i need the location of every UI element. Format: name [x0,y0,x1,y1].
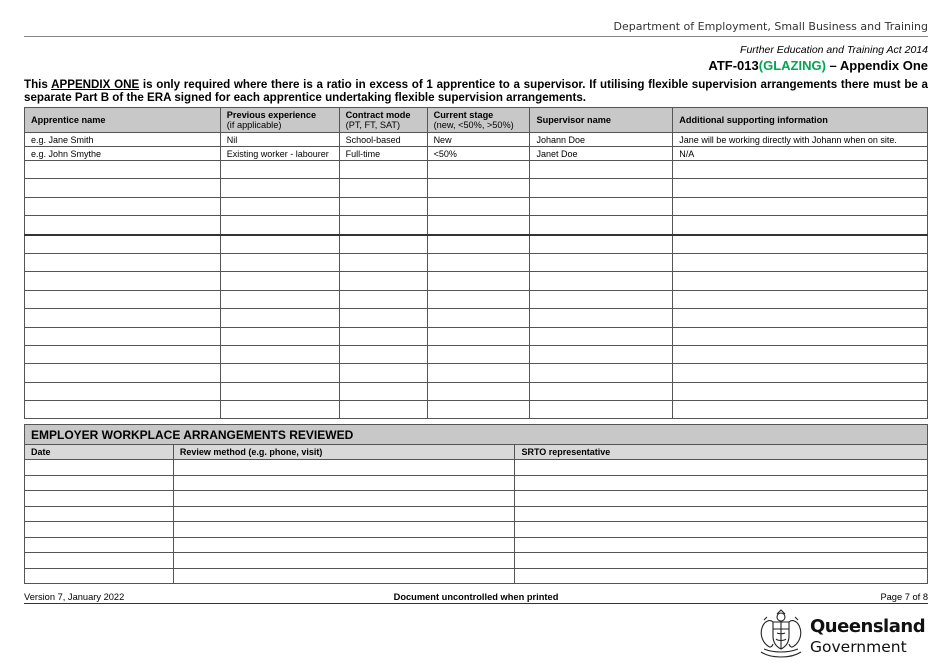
table-cell [339,382,427,400]
form-trade: (GLAZING) [758,58,826,73]
intro-paragraph [24,78,928,104]
table-row [25,235,928,254]
table-cell [530,327,673,345]
table-row [25,161,928,179]
version-label: Version 7, January 2022 [24,592,125,602]
table-cell [515,537,928,553]
table-cell [25,327,221,345]
review-section-title: EMPLOYER WORKPLACE ARRANGEMENTS REVIEWED [25,425,928,445]
table-cell [427,179,530,197]
table-cell [673,345,928,363]
table-row [25,216,928,235]
table-cell [339,161,427,179]
table-row [25,522,928,538]
table-cell [25,290,221,308]
table-cell [530,235,673,254]
table-cell [515,491,928,507]
form-code: ATF-013 [708,58,759,73]
table-cell [25,506,174,522]
table-cell [220,290,339,308]
review-table [24,424,928,584]
table-cell [220,364,339,382]
table-cell [530,216,673,235]
table-cell: New [427,133,530,147]
table-cell [25,491,174,507]
table-cell [173,522,515,538]
table-cell [530,345,673,363]
table-cell [25,568,174,584]
table-cell: e.g. Jane Smith [25,133,221,147]
table-cell: Janet Doe [530,147,673,161]
logo-government: Government [810,638,907,656]
table-cell [427,290,530,308]
table-cell [515,475,928,491]
table-cell [673,235,928,254]
table-cell: <50% [427,147,530,161]
table-cell [673,382,928,400]
table-row [25,537,928,553]
table-cell: School-based [339,133,427,147]
table-cell [25,216,221,235]
table-cell [220,179,339,197]
table-cell [25,537,174,553]
table-cell [427,364,530,382]
header-srto-representative: SRTO representative [515,445,928,460]
table-cell [25,364,221,382]
table-row [25,309,928,327]
table-cell [173,506,515,522]
table-row [25,568,928,584]
page-number: Page 7 of 8 [880,592,928,602]
table-cell: e.g. John Smythe [25,147,221,161]
footer-divider [24,603,928,604]
table-row [25,491,928,507]
table-cell [220,197,339,215]
header-review-method: Review method (e.g. phone, visit) [173,445,515,460]
logo-queensland: Queensland [810,616,926,637]
table-cell: Johann Doe [530,133,673,147]
table-cell [339,197,427,215]
header-previous-experience: Previous experience (if applicable) [220,108,339,133]
table-cell [25,235,221,254]
table-cell [339,272,427,290]
table-cell [530,161,673,179]
table-cell [220,382,339,400]
table-cell [220,345,339,363]
table-cell [25,553,174,569]
table-cell [173,537,515,553]
intro-appendix-label: APPENDIX ONE [51,78,140,91]
table-cell [25,272,221,290]
table-cell [220,235,339,254]
table-cell [673,253,928,271]
intro-text-rest: is only required where there is a ratio in excess of 1 apprentice to a supervisor. If utilising flexible supervision arrangements there must be a separate Part B of the ERA signed for each apprentice undertaking flexible supervision arrangements. [24,78,929,104]
table-cell [427,345,530,363]
table-cell [25,382,221,400]
table-cell [220,216,339,235]
apprentice-table [24,107,928,419]
table-cell [530,179,673,197]
table-row [25,327,928,345]
table-cell [515,460,928,476]
table-cell: Nil [220,133,339,147]
table-cell [427,216,530,235]
uncontrolled-notice: Document uncontrolled when printed [393,592,559,602]
table-row [25,290,928,308]
table-row [25,147,928,161]
table-cell [25,161,221,179]
form-reference [708,58,928,73]
table-row [25,179,928,197]
header-current-stage: Current stage (new, <50%, >50%) [427,108,530,133]
table-cell [427,309,530,327]
table-cell [339,309,427,327]
table-cell [339,401,427,419]
table-cell [515,522,928,538]
table-cell [673,309,928,327]
table-row [25,364,928,382]
table-cell [173,475,515,491]
table-cell [427,253,530,271]
table-row [25,506,928,522]
table-cell [673,327,928,345]
table-cell [220,327,339,345]
table-cell: N/A [673,147,928,161]
table-cell [339,290,427,308]
table-row [25,460,928,476]
table-row [25,133,928,147]
table-cell [673,364,928,382]
table-cell [173,553,515,569]
table-cell [530,272,673,290]
table-cell [530,382,673,400]
table-cell [339,253,427,271]
table-cell [427,197,530,215]
table-cell [530,253,673,271]
table-cell [220,309,339,327]
form-appendix: – Appendix One [825,58,928,73]
table-cell [427,327,530,345]
table-cell: Full-time [339,147,427,161]
table-cell [173,460,515,476]
table-cell [25,401,221,419]
table-cell [25,522,174,538]
table-cell [515,568,928,584]
table-cell [673,161,928,179]
header-divider [24,36,928,37]
table-row [25,401,928,419]
table-cell [515,506,928,522]
table-cell [427,235,530,254]
table-cell [673,197,928,215]
header-contract-mode: Contract mode (PT, FT, SAT) [339,108,427,133]
table-cell [173,491,515,507]
table-cell [339,235,427,254]
table-cell [530,309,673,327]
table-cell [673,290,928,308]
header-additional-info: Additional supporting information [673,108,928,133]
table-row [25,382,928,400]
table-cell [220,401,339,419]
table-cell [25,179,221,197]
review-table-header [25,445,928,460]
table-cell [25,309,221,327]
table-cell [25,345,221,363]
table-row [25,272,928,290]
table-cell [530,364,673,382]
table-cell [25,253,221,271]
table-cell: Existing worker - labourer [220,147,339,161]
table-cell [339,216,427,235]
table-cell [339,364,427,382]
table-cell [25,460,174,476]
table-cell [25,475,174,491]
header-apprentice-name: Apprentice name [25,108,221,133]
table-cell [673,179,928,197]
table-cell [673,216,928,235]
table-cell [427,161,530,179]
intro-text-start: This [24,78,52,91]
table-cell [339,327,427,345]
table-cell [673,401,928,419]
table-cell [220,272,339,290]
table-row [25,253,928,271]
table-cell [530,401,673,419]
table-row [25,553,928,569]
table-cell: Jane will be working directly with Johann when on site. [673,133,928,147]
table-cell [173,568,515,584]
apprentice-table-header [25,108,928,133]
queensland-government-logo [756,608,928,664]
department-name: Department of Employment, Small Business and Training [613,20,928,33]
table-cell [427,272,530,290]
table-cell [25,197,221,215]
header-date: Date [25,445,174,460]
table-cell [339,179,427,197]
table-row [25,345,928,363]
table-cell [673,272,928,290]
table-cell [220,161,339,179]
table-cell [427,401,530,419]
table-cell [220,253,339,271]
table-cell [427,382,530,400]
header-supervisor-name: Supervisor name [530,108,673,133]
table-row [25,475,928,491]
table-cell [515,553,928,569]
table-cell [530,197,673,215]
table-cell [530,290,673,308]
coat-of-arms-icon [756,608,806,660]
act-title: Further Education and Training Act 2014 [740,44,928,56]
table-cell [339,345,427,363]
table-row [25,197,928,215]
